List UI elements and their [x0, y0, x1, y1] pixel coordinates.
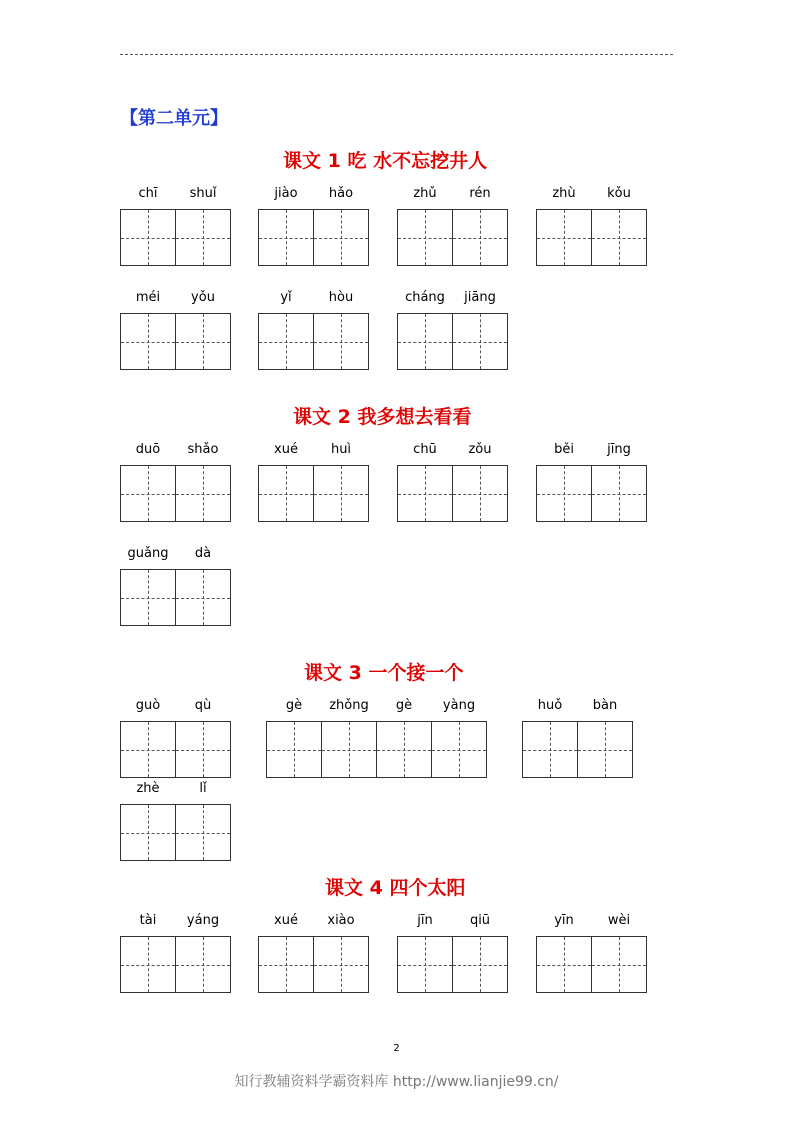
lesson-1-title: 课文 1 吃 水不忘挖井人 — [283, 150, 488, 172]
writing-cell[interactable] — [398, 210, 452, 265]
pinyin: guǎng — [127, 546, 169, 561]
writing-cell[interactable] — [313, 937, 368, 992]
pinyin: yīn — [554, 913, 574, 928]
writing-cell[interactable] — [591, 210, 646, 265]
pinyin: gè — [395, 698, 413, 713]
writing-cell[interactable] — [175, 805, 230, 860]
writing-cell[interactable] — [259, 314, 313, 369]
writing-cell[interactable] — [121, 314, 175, 369]
pinyin: hǎo — [328, 186, 354, 201]
writing-cell[interactable] — [537, 466, 591, 521]
pinyin: huì — [330, 442, 352, 457]
writing-cell[interactable] — [398, 937, 452, 992]
writing-cell[interactable] — [591, 937, 646, 992]
unit-title: 【第二单元】 — [120, 108, 228, 129]
pinyin: zhǒng — [329, 698, 369, 713]
writing-cell[interactable] — [431, 722, 486, 777]
writing-cell[interactable] — [121, 805, 175, 860]
pinyin: duō — [135, 442, 161, 457]
writing-cell[interactable] — [175, 937, 230, 992]
pinyin: xiào — [327, 913, 355, 928]
writing-cell[interactable] — [121, 466, 175, 521]
pinyin: chī — [138, 186, 158, 201]
writing-cell[interactable] — [313, 466, 368, 521]
writing-cell[interactable] — [259, 937, 313, 992]
pinyin: jīn — [417, 913, 433, 928]
pinyin: xué — [274, 913, 298, 928]
pinyin: yǒu — [191, 290, 215, 305]
pinyin: guò — [135, 698, 161, 713]
writing-cell[interactable] — [175, 466, 230, 521]
lesson-3-title: 课文 3 一个接一个 — [304, 662, 464, 684]
pinyin: qù — [194, 698, 212, 713]
pinyin: lǐ — [199, 781, 207, 796]
writing-cell[interactable] — [398, 466, 452, 521]
writing-cell[interactable] — [267, 722, 321, 777]
pinyin: yáng — [186, 913, 220, 928]
writing-cell[interactable] — [523, 722, 577, 777]
top-dashed-rule — [120, 54, 673, 55]
pinyin: dà — [194, 546, 212, 561]
writing-cell[interactable] — [175, 570, 230, 625]
writing-cell[interactable] — [452, 314, 507, 369]
pinyin: méi — [135, 290, 161, 305]
pinyin: shuǐ — [189, 186, 217, 201]
writing-cell[interactable] — [175, 722, 230, 777]
pinyin: chū — [413, 442, 437, 457]
writing-cell[interactable] — [121, 210, 175, 265]
pinyin: wèi — [607, 913, 631, 928]
writing-cell[interactable] — [452, 210, 507, 265]
writing-cell[interactable] — [175, 210, 230, 265]
pinyin: jiāng — [464, 290, 496, 305]
pinyin: zǒu — [468, 442, 492, 457]
writing-cell[interactable] — [313, 314, 368, 369]
page-number: 2 — [393, 1043, 400, 1054]
writing-cell[interactable] — [577, 722, 632, 777]
writing-cell[interactable] — [537, 210, 591, 265]
pinyin: hòu — [328, 290, 354, 305]
writing-cell[interactable] — [259, 210, 313, 265]
pinyin: zhǔ — [413, 186, 437, 201]
writing-cell[interactable] — [398, 314, 452, 369]
pinyin: shǎo — [187, 442, 219, 457]
pinyin: rén — [469, 186, 491, 201]
pinyin: zhè — [136, 781, 160, 796]
writing-cell[interactable] — [121, 937, 175, 992]
footer-text: 知行教辅资料学霸资料库 http://www.lianjie99.cn/ — [234, 1074, 559, 1090]
pinyin: jiào — [274, 186, 298, 201]
pinyin: gè — [285, 698, 303, 713]
lesson-4-title: 课文 4 四个太阳 — [325, 877, 466, 899]
pinyin: huǒ — [537, 698, 563, 713]
writing-cell[interactable] — [537, 937, 591, 992]
writing-cell[interactable] — [376, 722, 431, 777]
writing-cell[interactable] — [121, 570, 175, 625]
writing-cell[interactable] — [121, 722, 175, 777]
pinyin: kǒu — [607, 186, 631, 201]
writing-cell[interactable] — [452, 937, 507, 992]
pinyin: xué — [274, 442, 298, 457]
lesson-2-title: 课文 2 我多想去看看 — [293, 406, 472, 428]
pinyin: bàn — [592, 698, 618, 713]
writing-cell[interactable] — [175, 314, 230, 369]
writing-cell[interactable] — [452, 466, 507, 521]
pinyin: yàng — [442, 698, 476, 713]
writing-cell[interactable] — [313, 210, 368, 265]
pinyin: běi — [554, 442, 574, 457]
pinyin: qiū — [469, 913, 491, 928]
writing-cell[interactable] — [321, 722, 376, 777]
pinyin: tài — [139, 913, 157, 928]
pinyin: jīng — [607, 442, 631, 457]
pinyin: cháng — [405, 290, 445, 305]
writing-cell[interactable] — [591, 466, 646, 521]
pinyin: zhù — [552, 186, 576, 201]
pinyin: yǐ — [280, 290, 292, 305]
writing-cell[interactable] — [259, 466, 313, 521]
